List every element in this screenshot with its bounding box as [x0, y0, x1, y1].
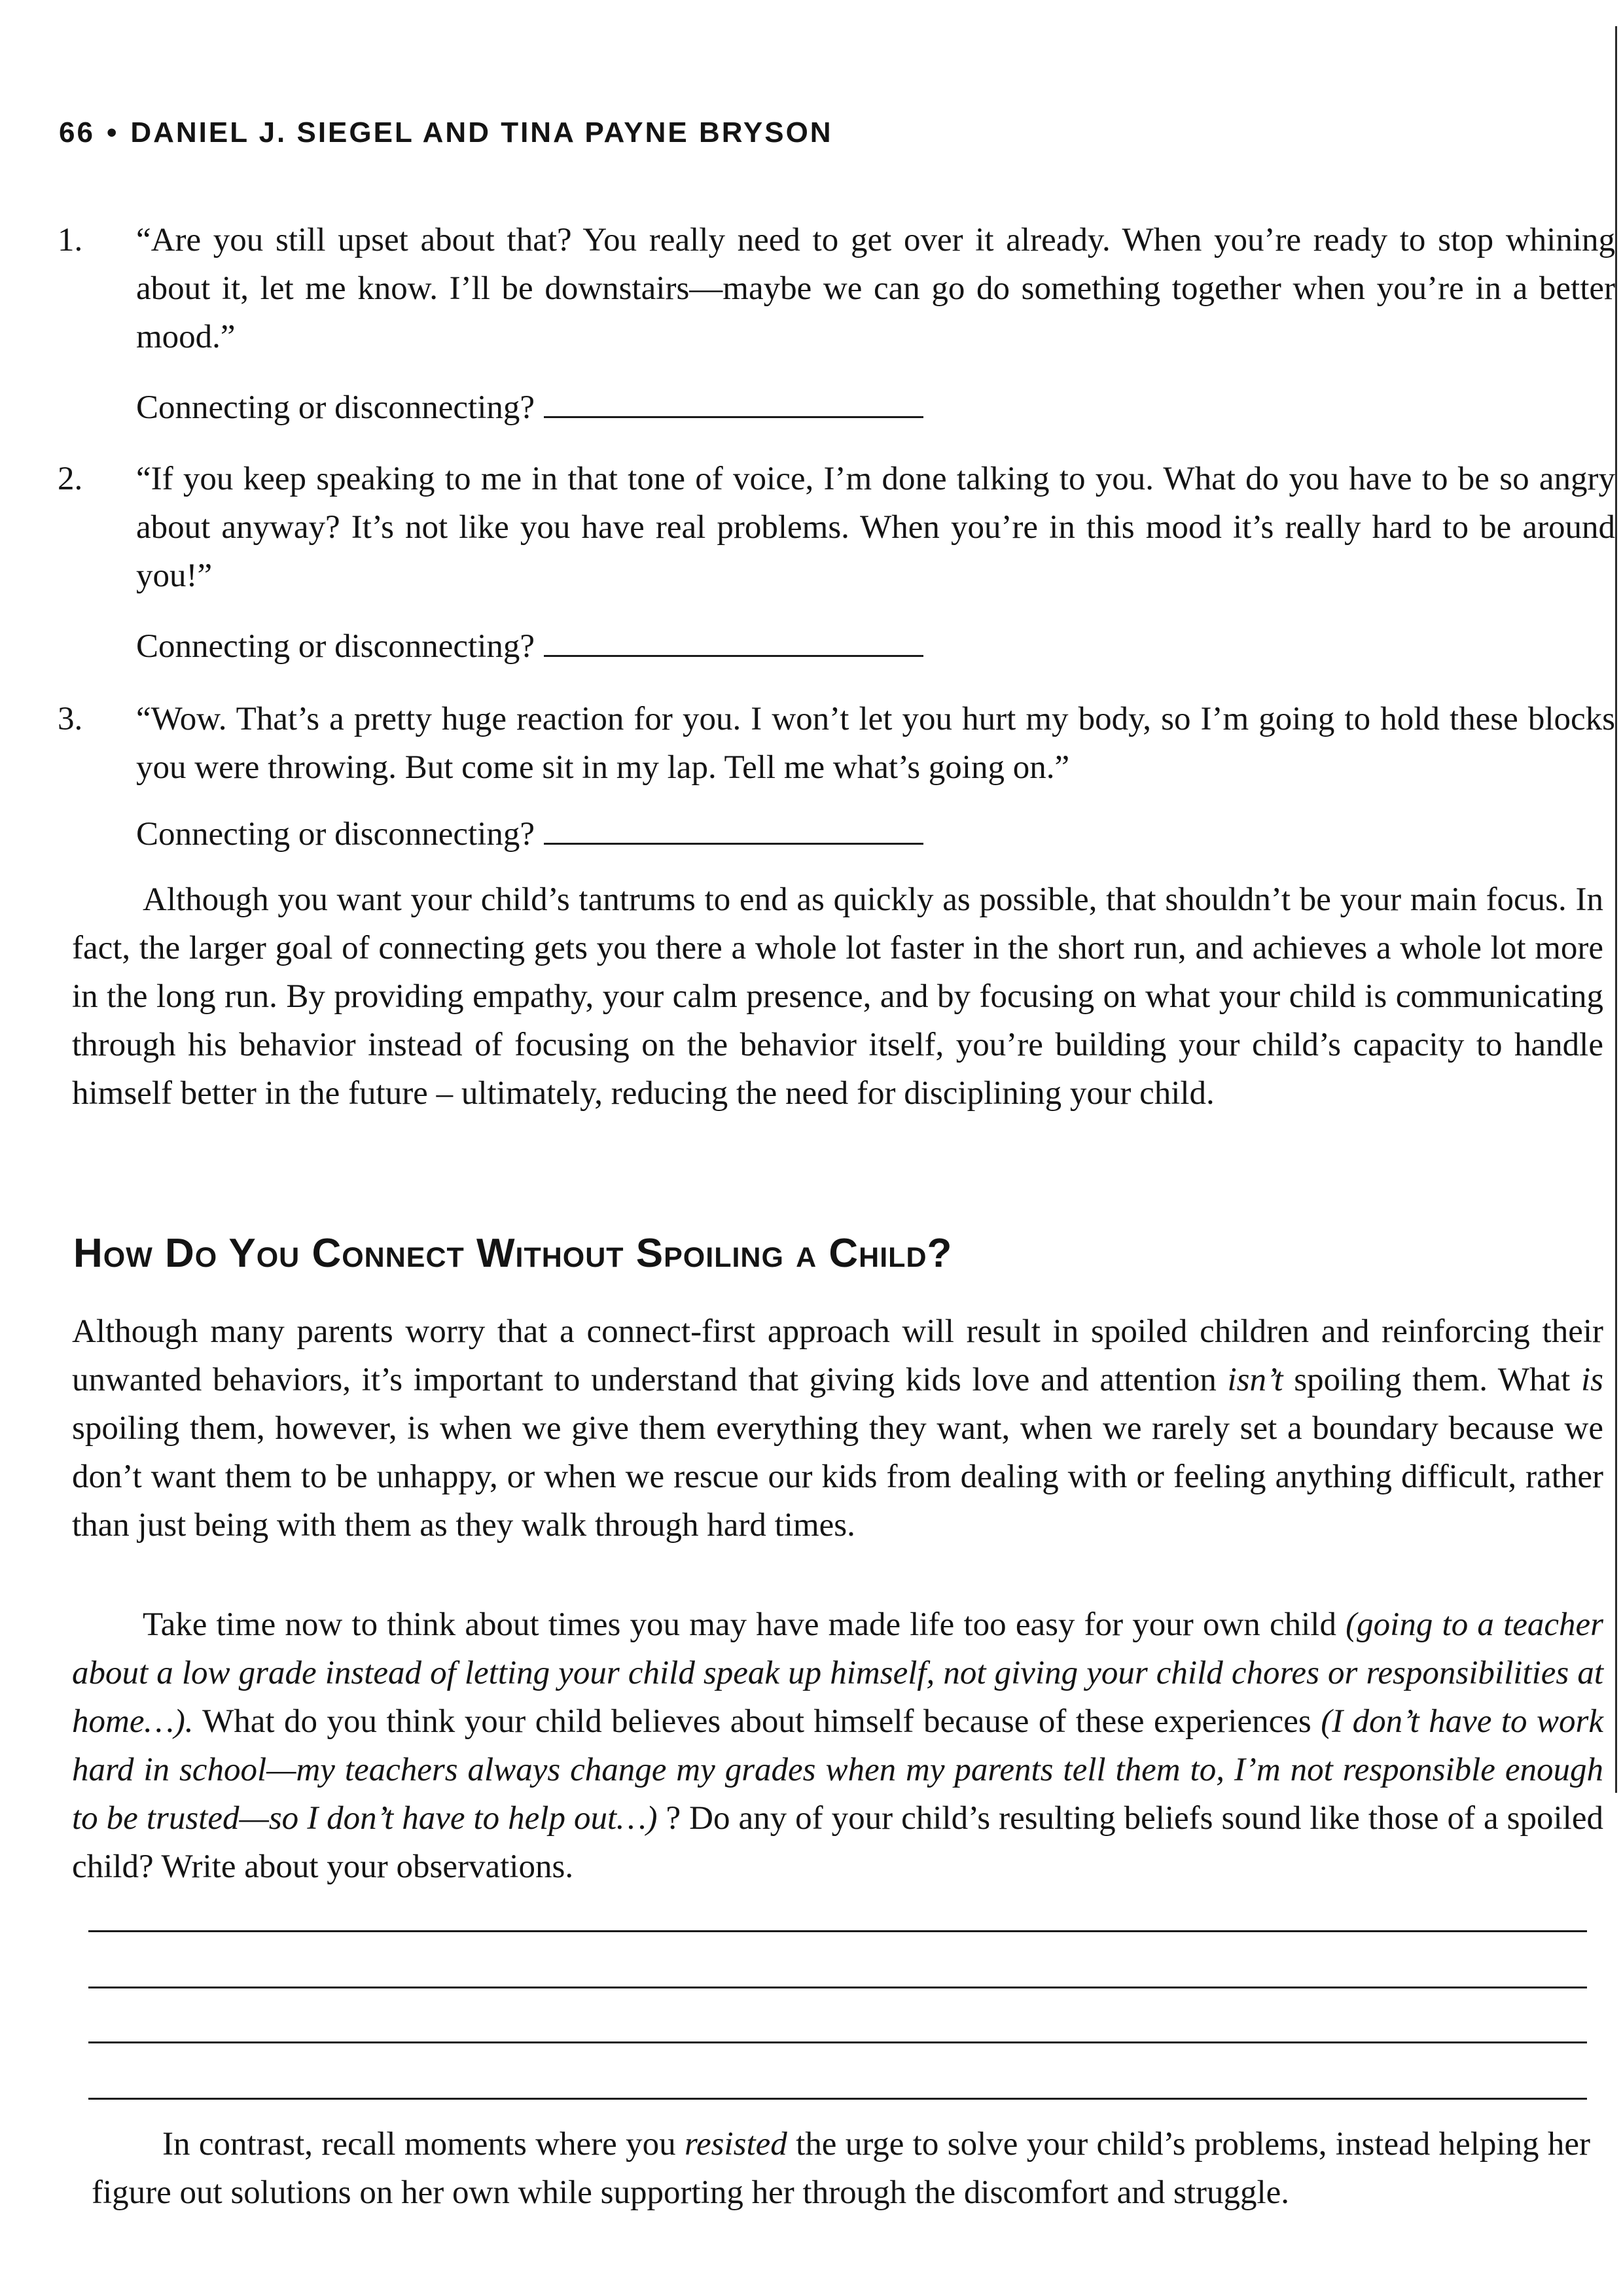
- emphasis: resisted: [684, 2126, 787, 2163]
- body-paragraph-2: [72, 1307, 1603, 1549]
- emphasis: isn’t: [1227, 1362, 1283, 1398]
- writing-line-3[interactable]: [88, 2041, 1587, 2043]
- exercise-item-2: [58, 455, 1615, 600]
- writing-line-1[interactable]: [88, 1930, 1587, 1932]
- text-run: spoiling them, however, is when we give them everything they want, when we rarely set a boundary because we don’t want them to be unhappy, or when we rescue our kids from dealing with or feeling anything difficult, rather than just being with them as they walk through hard times.: [72, 1410, 1603, 1544]
- answer-prompt-1: [136, 383, 923, 432]
- exercise-item-1: [58, 216, 1615, 361]
- text-run: the urge to solve your child’s problems, instead helping her figure out solutions on her own while supporting her through the discomfort and struggle.: [92, 2126, 1590, 2211]
- answer-prompt-2: [136, 622, 923, 671]
- writing-line-4[interactable]: [88, 2098, 1587, 2100]
- prompt-label: Connecting or disconnecting?: [136, 628, 535, 665]
- emphasis: is: [1580, 1362, 1603, 1398]
- paragraph-text: Although you want your child’s tantrums to end as quickly as possible, that shouldn’t be your main focus. In fact, the larger goal of connecting gets you there a whole lot faster in the short run, and achieves a whole lot more in the long run. By providing empathy, your calm presence, and by focusing on what your child is communicating through his behavior instead of focusing on the behavior itself, you’re building your child’s capacity to handle himself better in the future – ultimately, reducing the need for disciplining your child.: [72, 881, 1603, 1112]
- item-number: 2.: [58, 461, 83, 497]
- author-names: DANIEL J. SIEGEL AND TINA PAYNE BRYSON: [130, 116, 833, 149]
- text-run: In contrast, recall moments where you: [162, 2126, 685, 2163]
- item-quote: “If you keep speaking to me in that tone of voice, I’m done talking to you. What do you have to be so angry about anyway? It’s not like you have real problems. When you’re in this mood it’s really hard to be around you!”: [136, 461, 1615, 594]
- page-number: 66: [59, 116, 95, 149]
- prompt-label: Connecting or disconnecting?: [136, 816, 535, 853]
- item-quote: “Wow. That’s a pretty huge reaction for you. I won’t let you hurt my body, so I’m going to hold these blocks you were throwing. But come sit in my lap. Tell me what’s going on.”: [136, 701, 1615, 786]
- text-run: Although many parents worry that a connect-first approach will result in spoiled children and reinforcing their unwanted behaviors, it’s important to understand that giving kids love and attention: [72, 1313, 1603, 1398]
- section-heading: How Do You Connect Without Spoiling a Child?: [73, 1231, 953, 1276]
- item-quote: “Are you still upset about that? You really need to get over it already. When you’re ready to stop whining about it, let me know. I’ll be downstairs—maybe we can go do something together when you’re in a better mood.”: [136, 222, 1615, 355]
- answer-blank-3[interactable]: [544, 814, 923, 845]
- answer-blank-1[interactable]: [544, 387, 923, 418]
- header-separator: •: [106, 116, 119, 149]
- emphasis: (I don’t have to work hard in school—my teachers always change my grades when my parents tell them to, I’m not responsible enough to be trusted—so I don’t have to help out…): [72, 1703, 1603, 1837]
- prompt-label: Connecting or disconnecting?: [136, 389, 535, 426]
- text-run: spoiling them. What: [1283, 1362, 1581, 1398]
- body-paragraph-1: [72, 875, 1603, 1118]
- exercise-item-3: [58, 695, 1615, 792]
- emphasis: (going to a teacher about a low grade instead of letting your child speak up himself, not giving your child chores or responsibilities at home…).: [72, 1606, 1604, 1740]
- answer-blank-2[interactable]: [544, 626, 923, 657]
- text-run: What do you think your child believes about himself because of these experiences: [193, 1703, 1321, 1740]
- page-edge-line: [1615, 26, 1617, 1793]
- writing-line-2[interactable]: [88, 1987, 1587, 1988]
- answer-prompt-3: [136, 810, 923, 858]
- text-run: Take time now to think about times you may have made life too easy for your own child: [143, 1606, 1346, 1643]
- item-number: 3.: [58, 701, 83, 737]
- item-number: 1.: [58, 222, 83, 258]
- body-paragraph-3: [72, 1600, 1603, 1891]
- running-head: [59, 116, 833, 149]
- body-paragraph-4: [92, 2120, 1590, 2217]
- text-run: ? Do any of your child’s resulting beliefs sound like those of a spoiled child? Write about your observations.: [72, 1800, 1603, 1885]
